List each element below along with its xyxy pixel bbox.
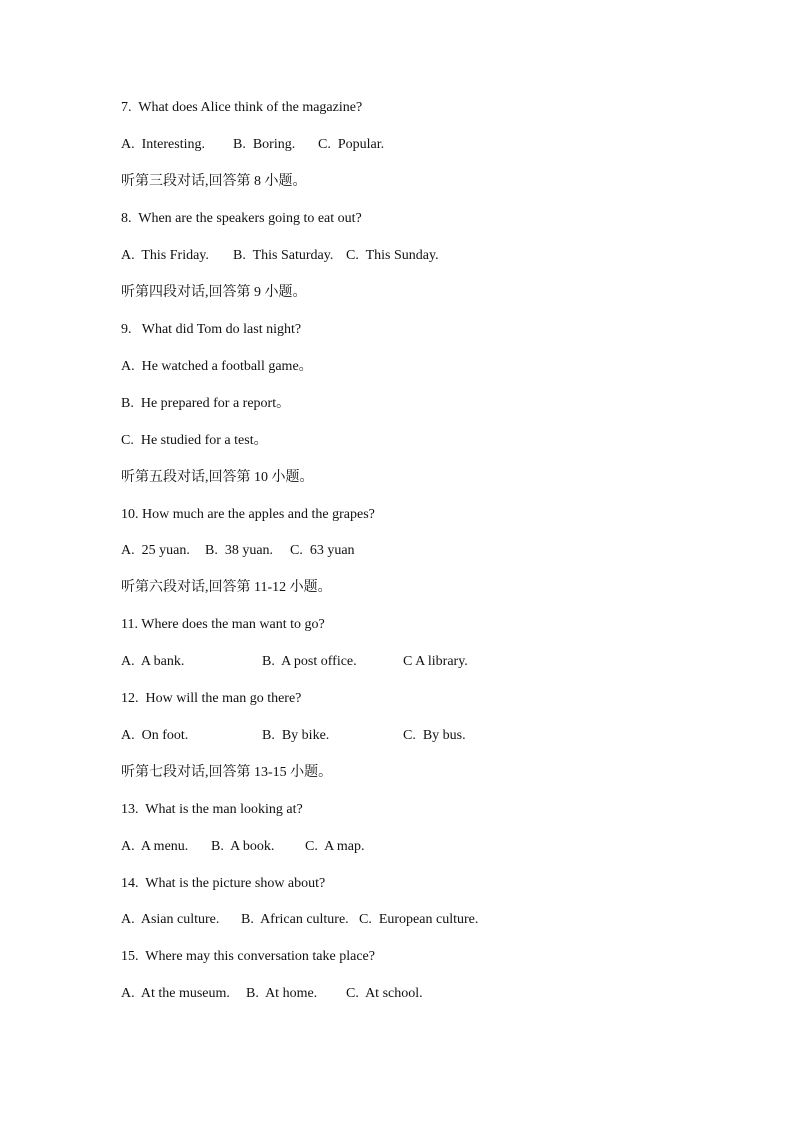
option-13c: C. A map.: [305, 839, 365, 854]
option-14a: A. Asian culture.: [121, 912, 220, 927]
question-8: 8. When are the speakers going to eat out?: [121, 211, 362, 226]
question-10: 10. How much are the apples and the grapes?: [121, 507, 375, 522]
question-15: 15. Where may this conversation take place?: [121, 949, 375, 964]
option-10c: C. 63 yuan: [290, 543, 355, 558]
option-13b: B. A book.: [211, 839, 275, 854]
option-15b: B. At home.: [246, 986, 318, 1001]
instruction-section-4: 听第四段对话,回答第 9 小题。: [121, 285, 307, 300]
option-8c: C. This Sunday.: [346, 248, 439, 263]
option-7b: B. Boring.: [233, 137, 296, 152]
option-10a: A. 25 yuan.: [121, 543, 190, 558]
option-8a: A. This Friday.: [121, 248, 209, 263]
option-12c: C. By bus.: [403, 728, 466, 743]
option-11c: C A library.: [403, 654, 468, 669]
question-7: 7. What does Alice think of the magazine?: [121, 100, 363, 115]
question-13: 13. What is the man looking at?: [121, 802, 303, 817]
option-12b: B. By bike.: [262, 728, 330, 743]
option-9c: C. He studied for a test。: [121, 433, 268, 448]
option-7a: A. Interesting.: [121, 137, 205, 152]
question-9: 9. What did Tom do last night?: [121, 322, 302, 337]
option-11a: A. A bank.: [121, 654, 185, 669]
instruction-section-5: 听第五段对话,回答第 10 小题。: [121, 470, 314, 485]
instruction-section-7: 听第七段对话,回答第 13-15 小题。: [121, 765, 333, 780]
option-13a: A. A menu.: [121, 839, 189, 854]
instruction-section-3: 听第三段对话,回答第 8 小题。: [121, 174, 307, 189]
option-10b: B. 38 yuan.: [205, 543, 274, 558]
option-14c: C. European culture.: [359, 912, 479, 927]
question-14: 14. What is the picture show about?: [121, 876, 326, 891]
option-14b: B. African culture.: [241, 912, 349, 927]
instruction-section-6: 听第六段对话,回答第 11-12 小题。: [121, 580, 332, 595]
option-15c: C. At school.: [346, 986, 423, 1001]
option-12a: A. On foot.: [121, 728, 189, 743]
option-9a: A. He watched a football game。: [121, 359, 313, 374]
option-9b: B. He prepared for a report。: [121, 396, 291, 411]
option-8b: B. This Saturday.: [233, 248, 334, 263]
option-7c: C. Popular.: [318, 137, 385, 152]
question-11: 11. Where does the man want to go?: [121, 617, 325, 632]
option-15a: A. At the museum.: [121, 986, 230, 1001]
option-11b: B. A post office.: [262, 654, 357, 669]
question-12: 12. How will the man go there?: [121, 691, 302, 706]
